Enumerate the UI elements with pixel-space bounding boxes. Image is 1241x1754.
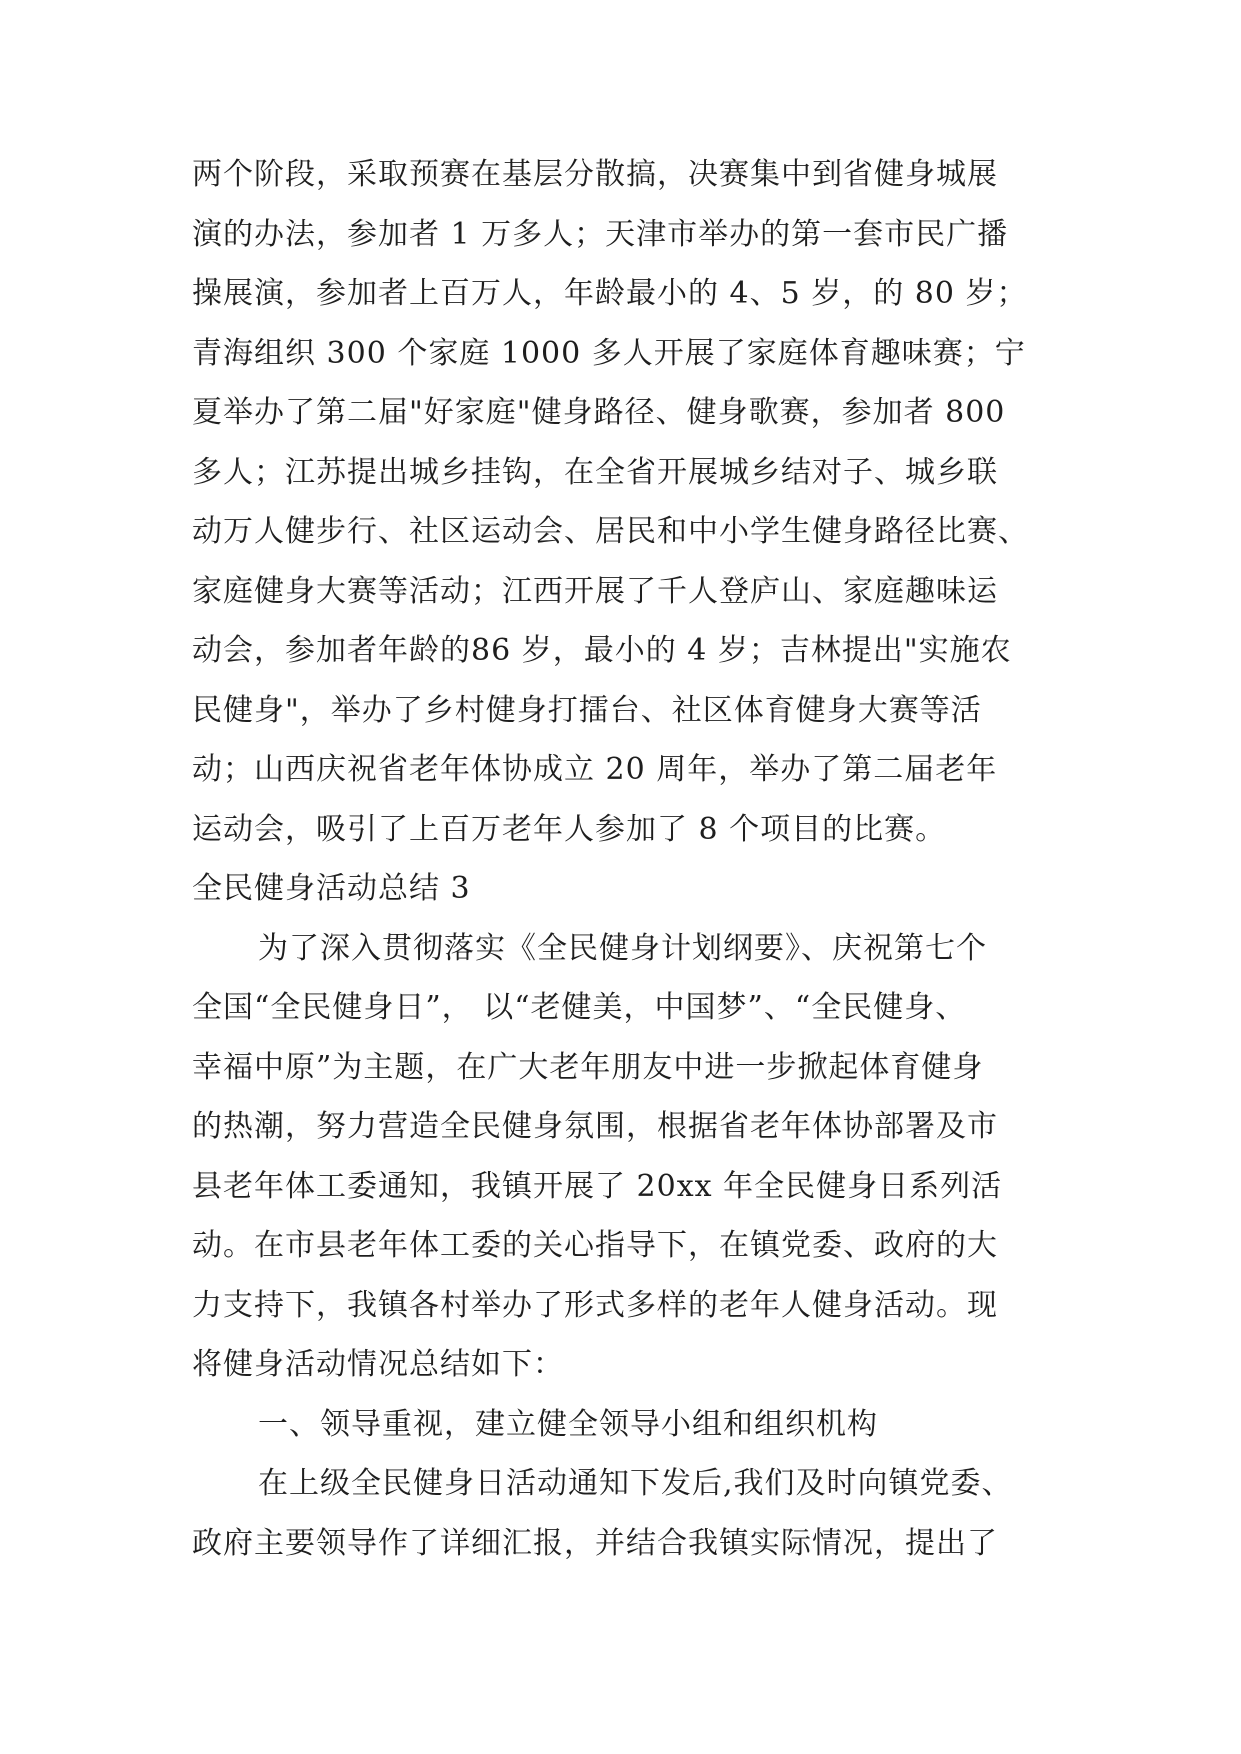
text-line: 政府主要领导作了详细汇报，并结合我镇实际情况，提出了 [192, 1525, 998, 1561]
text-line: 县老年体工委通知，我镇开展了 20xx 年全民健身日系列活 [192, 1168, 1003, 1204]
text-line: 青海组织 300 个家庭 1000 多人开展了家庭体育趣味赛；宁 [192, 335, 1026, 371]
text-line: 动；山西庆祝省老年体协成立 20 周年，举办了第二届老年 [192, 752, 998, 787]
document-body [192, 145, 1062, 1573]
text-line: 幸福中原”为主题，在广大老年朋友中进一步掀起体育健身 [192, 1049, 984, 1085]
text-line: 为了深入贯彻落实《全民健身计划纲要》、庆祝第七个 [258, 930, 987, 966]
text-line: 操展演，参加者上百万人，年龄最小的 4、5 岁，的 80 岁； [192, 276, 1028, 311]
text-line: 动。在市县老年体工委的关心指导下，在镇党委、政府的大 [192, 1228, 998, 1263]
text-line: 将健身活动情况总结如下： [192, 1347, 564, 1382]
text-line: 一、领导重视，建立健全领导小组和组织机构 [258, 1406, 878, 1442]
text-line: 力支持下，我镇各村举办了形式多样的老年人健身活动。现 [192, 1287, 998, 1323]
text-line: 两个阶段，采取预赛在基层分散搞，决赛集中到省健身城展 [192, 157, 998, 192]
text-line: 演的办法，参加者 1 万多人；天津市举办的第一套市民广播 [192, 216, 1009, 252]
text-line: 动会，参加者年龄的86 岁，最小的 4 岁；吉林提出"实施农 [192, 633, 1012, 668]
text-line: 家庭健身大赛等活动；江西开展了千人登庐山、家庭趣味运 [192, 573, 998, 609]
text-line: 运动会，吸引了上百万老年人参加了 8 个项目的比赛。 [192, 811, 947, 847]
text-line: 夏举办了第二届"好家庭"健身路径、健身歌赛，参加者 800 [192, 395, 1006, 430]
section-heading: 全民健身活动总结 3 [192, 871, 471, 906]
text-line: 全国“全民健身日”， 以“老健美，中国梦”、“全民健身、 [192, 990, 967, 1025]
text-line: 多人；江苏提出城乡挂钩，在全省开展城乡结对子、城乡联 [192, 454, 998, 490]
text-line: 在上级全民健身日活动通知下发后,我们及时向镇党委、 [258, 1466, 1013, 1501]
text-line: 的热潮，努力营造全民健身氛围，根据省老年体协部署及市 [192, 1109, 998, 1144]
text-line: 民健身"，举办了乡村健身打擂台、社区体育健身大赛等活 [192, 692, 982, 728]
text-line: 动万人健步行、社区运动会、居民和中小学生健身路径比赛、 [192, 514, 1029, 549]
